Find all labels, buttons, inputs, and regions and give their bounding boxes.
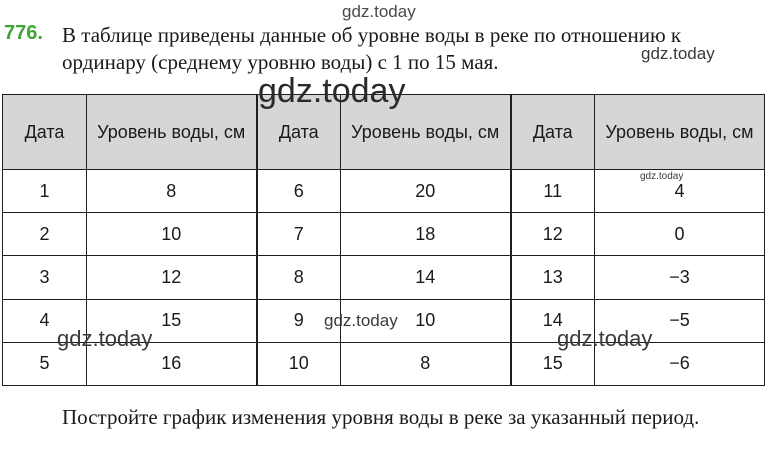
cell-date: 3 — [3, 256, 87, 299]
cell-level: 8 — [341, 342, 511, 385]
cell-date: 7 — [257, 213, 341, 256]
watermark: gdz.today — [641, 44, 715, 63]
cell-level: 10 — [341, 299, 511, 342]
task-number: 776. — [4, 22, 43, 44]
cell-date: 12 — [511, 213, 595, 256]
watermark: gdz.today — [57, 326, 153, 351]
cell-date: 13 — [511, 256, 595, 299]
cell-date: 8 — [257, 256, 341, 299]
header-level: Уровень воды, см — [341, 95, 511, 170]
watermark: gdz.today — [640, 171, 684, 182]
cell-level: 4 — [595, 170, 765, 213]
cell-date: 10 — [257, 342, 341, 385]
cell-date: 4 — [3, 299, 87, 342]
watermark: gdz.today — [342, 2, 416, 21]
task-statement: В таблице приведены данные об уровне воды в реке по отношению к ординару (среднему уровню воды) с 1 по 15 мая. — [62, 23, 682, 74]
watermark: gdz.today — [557, 326, 653, 351]
header-level: Уровень воды, см — [87, 95, 257, 170]
cell-level: 15 — [87, 299, 257, 342]
cell-date: 2 — [3, 213, 87, 256]
watermark: gdz.today — [324, 311, 398, 330]
cell-date: 14 — [511, 299, 595, 342]
cell-date: 15 — [511, 342, 595, 385]
task-instruction: Постройте график изменения уровня воды в реке за указанный период. — [62, 405, 700, 429]
header-date: Дата — [3, 95, 87, 170]
cell-date: 1 — [3, 170, 87, 213]
cell-date: 11 — [511, 170, 595, 213]
cell-level: 14 — [341, 256, 511, 299]
header-level: Уровень воды, см — [595, 95, 765, 170]
cell-level: −3 — [595, 256, 765, 299]
cell-level: 8 — [87, 170, 257, 213]
table-row — [3, 213, 765, 256]
cell-level: 16 — [87, 342, 257, 385]
cell-level: −5 — [595, 299, 765, 342]
cell-date: 6 — [257, 170, 341, 213]
watermark: gdz.today — [258, 72, 406, 110]
header-date: Дата — [257, 95, 341, 170]
cell-level: 18 — [341, 213, 511, 256]
cell-date: 9 — [257, 299, 341, 342]
cell-level: 0 — [595, 213, 765, 256]
cell-level: 20 — [341, 170, 511, 213]
cell-level: 10 — [87, 213, 257, 256]
header-date: Дата — [511, 95, 595, 170]
cell-date: 5 — [3, 342, 87, 385]
table-row — [3, 256, 765, 299]
cell-level: −6 — [595, 342, 765, 385]
cell-level: 12 — [87, 256, 257, 299]
